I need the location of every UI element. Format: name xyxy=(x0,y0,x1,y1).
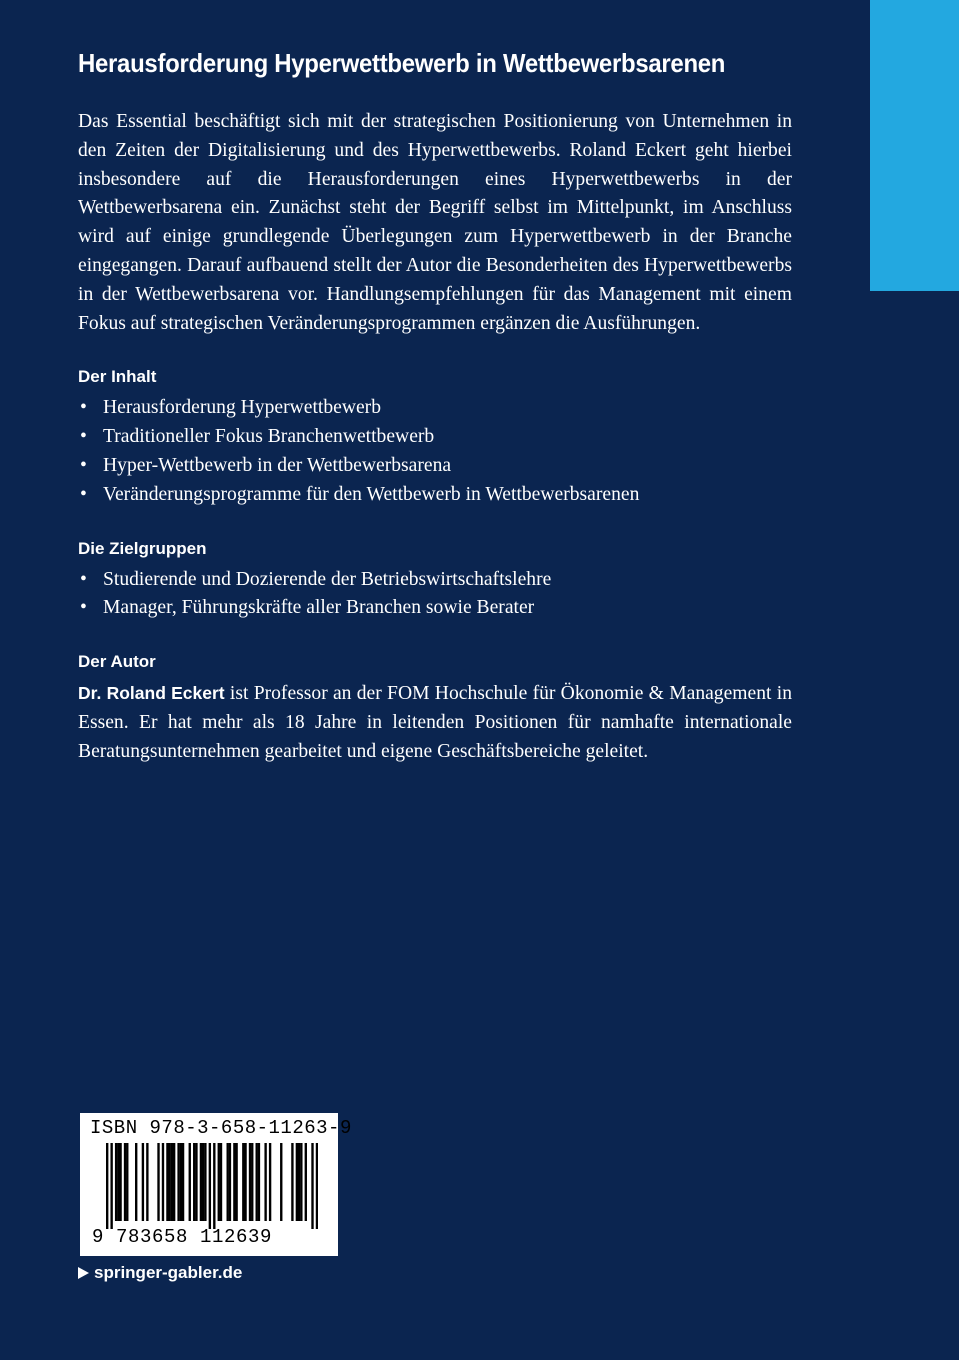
bullet-icon: • xyxy=(80,597,87,619)
barcode-bar xyxy=(142,1143,144,1221)
barcode-bar xyxy=(126,1143,128,1221)
inhalt-list xyxy=(78,394,792,509)
barcode-bar xyxy=(195,1143,197,1221)
barcode-bar xyxy=(229,1143,231,1221)
bullet-icon: • xyxy=(80,426,87,448)
list-item: • Manager, Führungskräfte aller Branchen sowie Berater xyxy=(78,594,792,623)
inhalt-heading: Der Inhalt xyxy=(78,367,157,387)
barcode-bar xyxy=(256,1143,258,1221)
barcode-bar xyxy=(298,1143,300,1221)
barcode-bar xyxy=(117,1143,119,1221)
barcode-bar xyxy=(106,1143,108,1229)
barcode-bar xyxy=(269,1143,271,1221)
barcode-bar xyxy=(166,1143,168,1221)
barcode-bar xyxy=(146,1143,148,1221)
barcode-bar xyxy=(220,1143,222,1221)
intro-paragraph: Das Essential beschäftigt sich mit der strategischen Positionierung von Unternehmen in den Zeiten der Digitalisierung und des Hyperwettbewerbs. Roland Eckert geht hierbei insbesondere auf die Herausforderungen eines Hyperwettbewerbs in der Wettbewerbsarena ein. Zunächst steht der Begriff selbst im Mittelpunkt, im Anschluss wird auf einige grundlegende Überlegungen zum Hyperwettbewerb in der Branche eingegangen. Darauf aufbauend stellt der Autor die Besonderheiten des Hyperwettbewerbs in der Wettbewerbsarena vor. Handlungsempfehlungen für das Management mit einem Fokus auf strategischen Veränderungsprogrammen ergänzen die Ausführungen. xyxy=(78,111,792,334)
barcode-bar xyxy=(124,1143,126,1221)
isbn-label: ISBN 978-3-658-11263-9 xyxy=(90,1117,352,1139)
barcode-bar xyxy=(182,1143,184,1221)
barcode-bars xyxy=(106,1143,318,1229)
barcode-bar xyxy=(213,1143,215,1229)
barcode-bar xyxy=(204,1143,206,1221)
barcode-bar xyxy=(235,1143,237,1221)
website-link[interactable]: springer-gabler.de xyxy=(94,1263,243,1282)
barcode-bar xyxy=(193,1143,195,1221)
barcode-bar xyxy=(173,1143,175,1221)
bullet-icon: • xyxy=(80,454,87,476)
isbn-barcode xyxy=(80,1113,352,1256)
list-item: • Veränderungsprogramme für den Wettbewerb in Wettbewerbsarenen xyxy=(78,481,792,510)
autor-heading: Der Autor xyxy=(78,652,156,672)
barcode-bar xyxy=(233,1143,235,1221)
barcode-bar xyxy=(251,1143,253,1221)
author-name: Dr. Roland Eckert xyxy=(78,683,225,704)
barcode-bar xyxy=(264,1143,266,1221)
barcode-digits: 9 783658 112639 xyxy=(92,1226,273,1248)
arrow-right-icon xyxy=(78,1267,89,1279)
list-item: • Studierende und Dozierende der Betriebswirtschaftslehre xyxy=(78,566,792,595)
accent-bar xyxy=(870,0,959,291)
barcode-bar xyxy=(316,1143,318,1229)
author-bio: ist Professor an der FOM Hochschule für Ökonomie & Management in Essen. Er hat mehr als 18 Jahre in leitenden Positionen für namhafte internationale Beratungsunternehmen gearbeitet und eigene Geschäftsbereiche geleitet. xyxy=(78,683,792,762)
barcode-bar xyxy=(168,1143,170,1221)
zielgruppen-heading: Die Zielgruppen xyxy=(78,538,207,558)
author-paragraph xyxy=(78,679,792,766)
barcode-bar xyxy=(258,1143,260,1221)
barcode-bar xyxy=(305,1143,307,1221)
barcode-bar xyxy=(242,1143,244,1221)
list-item: • Herausforderung Hyperwettbewerb xyxy=(78,394,792,423)
list-item: • Traditioneller Fokus Branchenwettbewerb xyxy=(78,423,792,452)
list-item: • Hyper-Wettbewerb in der Wettbewerbsarena xyxy=(78,452,792,481)
barcode-bar xyxy=(311,1143,313,1229)
barcode-bar xyxy=(218,1143,220,1221)
barcode-bar xyxy=(291,1143,293,1221)
barcode-bar xyxy=(180,1143,182,1221)
barcode-bar xyxy=(227,1143,229,1221)
barcode-bar xyxy=(189,1143,191,1221)
barcode-bar xyxy=(115,1143,117,1221)
barcode-bar xyxy=(135,1143,137,1221)
barcode-bar xyxy=(119,1143,121,1221)
barcode-bar xyxy=(249,1143,251,1221)
barcode-bar xyxy=(280,1143,282,1221)
barcode-bar xyxy=(200,1143,202,1221)
book-title: Herausforderung Hyperwettbewerb in Wettbewerbsarenen xyxy=(78,48,726,78)
barcode-bar xyxy=(171,1143,173,1221)
barcode-bar xyxy=(162,1143,164,1221)
bullet-icon: • xyxy=(80,568,87,590)
bullet-icon: • xyxy=(80,483,87,505)
barcode-bar xyxy=(157,1143,159,1221)
barcode-bar xyxy=(202,1143,204,1221)
barcode-bar xyxy=(177,1143,179,1221)
barcode-bar xyxy=(244,1143,246,1221)
bullet-icon: • xyxy=(80,397,87,419)
publisher-website[interactable] xyxy=(78,1262,242,1284)
barcode-bar xyxy=(296,1143,298,1221)
barcode-bar xyxy=(209,1143,211,1229)
back-cover-content xyxy=(78,46,792,767)
barcode-bar xyxy=(110,1143,112,1229)
barcode-bar xyxy=(300,1143,302,1221)
zielgruppen-list xyxy=(78,566,792,624)
